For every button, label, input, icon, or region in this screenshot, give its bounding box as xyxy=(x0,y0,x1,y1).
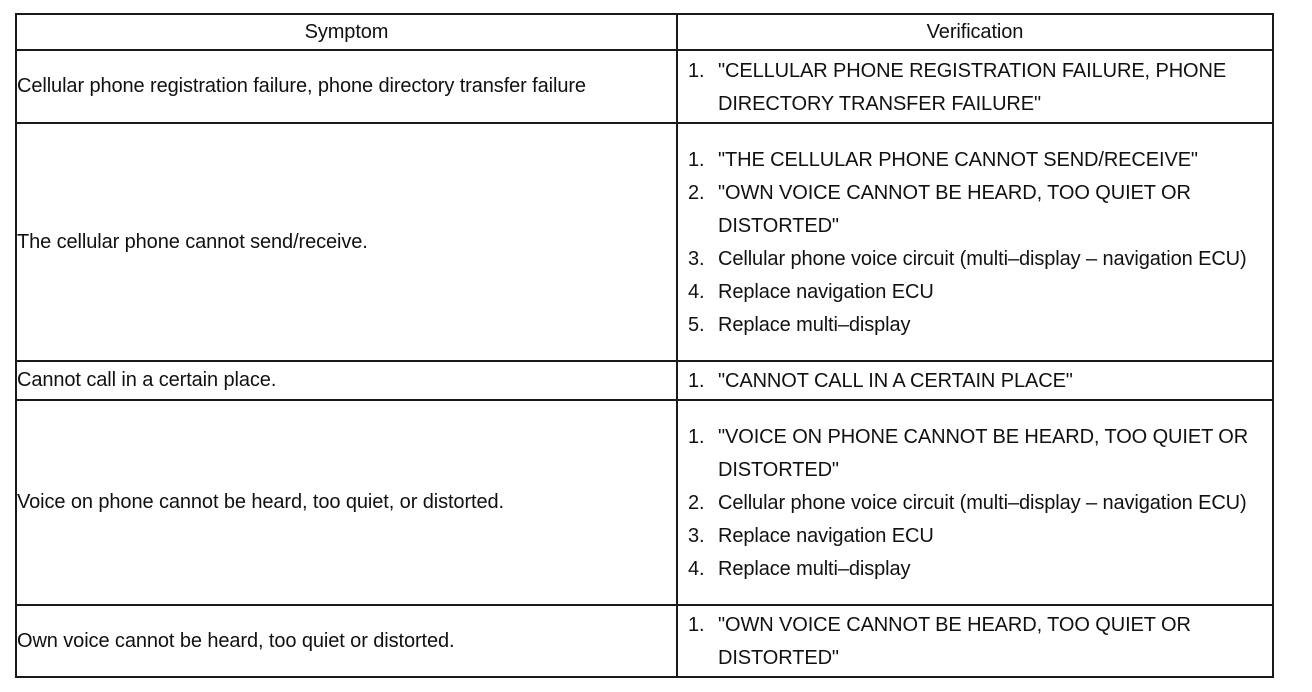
verification-step xyxy=(688,177,1252,243)
step-text: Replace navigation ECU xyxy=(718,525,934,547)
step-number: 1. xyxy=(688,59,705,82)
symptom-cell: Cannot call in a certain place. xyxy=(16,361,677,400)
verification-step xyxy=(688,276,1252,309)
step-number: 1. xyxy=(688,149,705,171)
verification-step xyxy=(688,609,1252,675)
step-text: "CELLULAR PHONE REGISTRATION FAILURE, PHONE DIRECTORY TRANSFER FAILURE" xyxy=(718,59,1227,115)
verification-step xyxy=(688,144,1252,177)
symptom-column-header: Symptom xyxy=(16,14,677,50)
step-number: 2. xyxy=(688,182,705,204)
verification-step xyxy=(688,365,1252,398)
verification-step xyxy=(688,309,1252,342)
table-row xyxy=(16,50,1273,123)
step-text: Cellular phone voice circuit (multi–display – navigation ECU) xyxy=(718,248,1247,270)
step-text: Replace multi–display xyxy=(718,558,911,580)
header-row xyxy=(16,14,1273,50)
step-number: 4. xyxy=(688,558,705,580)
step-text: Replace navigation ECU xyxy=(718,281,934,303)
step-text: "THE CELLULAR PHONE CANNOT SEND/RECEIVE" xyxy=(718,149,1198,171)
step-number: 5. xyxy=(688,314,705,336)
step-number: 4. xyxy=(688,281,705,303)
verification-step xyxy=(688,243,1252,276)
step-text: "OWN VOICE CANNOT BE HEARD, TOO QUIET OR DISTORTED" xyxy=(718,614,1191,669)
verification-steps xyxy=(678,52,1272,122)
verification-step xyxy=(688,520,1252,553)
table-row xyxy=(16,605,1273,677)
step-number: 1. xyxy=(688,426,705,448)
step-text: Cellular phone voice circuit (multi–display – navigation ECU) xyxy=(718,492,1247,514)
table-row xyxy=(16,123,1273,361)
step-text: "CANNOT CALL IN A CERTAIN PLACE" xyxy=(718,370,1073,392)
verification-steps xyxy=(678,362,1272,399)
step-number: 1. xyxy=(688,370,705,392)
verification-steps xyxy=(678,606,1272,676)
verification-cell xyxy=(677,361,1273,400)
verification-step xyxy=(688,487,1252,520)
symptom-cell: Own voice cannot be heard, too quiet or distorted. xyxy=(16,605,677,677)
verification-step xyxy=(688,553,1252,586)
troubleshooting-table xyxy=(15,13,1274,678)
verification-cell xyxy=(677,400,1273,605)
symptom-cell: Voice on phone cannot be heard, too quiet, or distorted. xyxy=(16,400,677,605)
step-number: 1. xyxy=(688,614,705,636)
verification-steps xyxy=(678,418,1272,587)
table-row xyxy=(16,361,1273,400)
step-number: 2. xyxy=(688,492,705,514)
step-text: Replace multi–display xyxy=(718,314,911,336)
verification-steps xyxy=(678,141,1272,343)
symptom-cell: Cellular phone registration failure, phone directory transfer failure xyxy=(16,50,677,123)
verification-column-header: Verification xyxy=(677,14,1273,50)
step-number: 3. xyxy=(688,248,705,270)
step-number: 3. xyxy=(688,525,705,547)
verification-step xyxy=(688,55,1252,121)
step-text: "OWN VOICE CANNOT BE HEARD, TOO QUIET OR DISTORTED" xyxy=(718,182,1191,237)
verification-cell xyxy=(677,123,1273,361)
symptom-cell: The cellular phone cannot send/receive. xyxy=(16,123,677,361)
verification-cell xyxy=(677,50,1273,123)
step-text: "VOICE ON PHONE CANNOT BE HEARD, TOO QUIET OR DISTORTED" xyxy=(718,426,1249,481)
table-row xyxy=(16,400,1273,605)
verification-step xyxy=(688,421,1252,487)
verification-cell xyxy=(677,605,1273,677)
